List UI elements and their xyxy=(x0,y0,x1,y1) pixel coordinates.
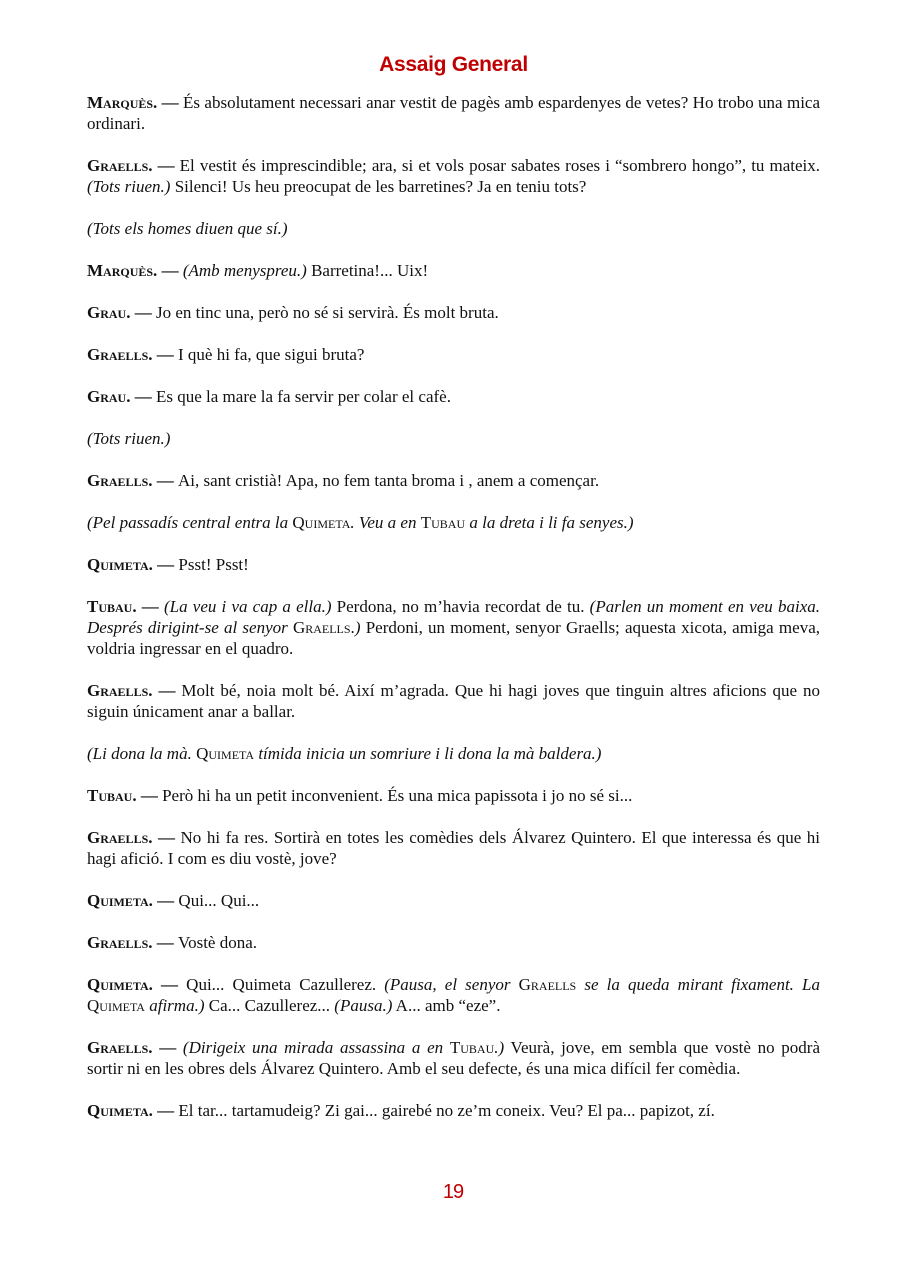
dialogue-text: Perdoni, un moment, senyor Graells; aquesta xicota, amiga meva, voldria ingressar en el quadro. xyxy=(87,618,820,658)
stage-direction: afirma.) xyxy=(144,996,205,1015)
speaker-name: Quimeta. xyxy=(87,891,153,910)
dash: — xyxy=(152,471,178,490)
speaker-name: Graells. xyxy=(87,471,153,490)
speaker-name: Quimeta. xyxy=(87,1101,153,1120)
dialogue-text: El tar... tartamudeig? Zi gai... gairebé no ze’m coneix. Veu? El pa... papizot, zí. xyxy=(178,1101,715,1120)
stage-direction: a la dreta i li fa senyes.) xyxy=(465,513,634,532)
page-content xyxy=(87,52,820,1142)
dialogue-line xyxy=(87,890,820,911)
character-name: Tubau xyxy=(449,1038,495,1057)
stage-direction-paragraph: (Tots riuen.) xyxy=(87,429,171,448)
dash: — xyxy=(152,933,178,952)
speaker-name: Graells. xyxy=(87,933,153,952)
speaker-name: Grau. xyxy=(87,303,131,322)
dialogue-line xyxy=(87,932,820,953)
stage-direction: (Pel passadís central entra la xyxy=(87,513,293,532)
dialogue-line xyxy=(87,974,820,1016)
dash: — xyxy=(152,345,178,364)
dash: — xyxy=(152,828,181,847)
dash: — xyxy=(130,387,156,406)
dialogue-line xyxy=(87,596,820,659)
dialogue-text: Es que la mare la fa servir per colar el cafè. xyxy=(155,387,451,406)
speaker-name: Grau. xyxy=(87,387,131,406)
dialogue-text: El vestit és imprescindible; ara, si et vols posar sabates roses i “sombrero hongo”, tu mateix. xyxy=(179,156,821,175)
character-name: Quimeta xyxy=(292,513,351,532)
dash: — xyxy=(136,597,164,616)
stage-direction-paragraph xyxy=(87,743,820,764)
stage-direction-paragraph xyxy=(87,512,820,533)
stage-direction: (Parlen un moment en veu baixa. Després dirigint-se al senyor xyxy=(87,597,820,637)
stage-direction: (Tots riuen.) xyxy=(87,177,171,196)
stage-direction: .) xyxy=(494,1038,505,1057)
stage-direction: (Pausa.) xyxy=(334,996,393,1015)
stage-direction: (Amb menyspreu.) xyxy=(182,261,307,280)
stage-direction: ) xyxy=(354,618,361,637)
stage-direction: (Dirigeix una mirada assassina a en xyxy=(182,1038,450,1057)
stage-direction-paragraph: (Tots els homes diuen que sí.) xyxy=(87,219,288,238)
dialogue-text: Barretina!... Uix! xyxy=(306,261,429,280)
speaker-name: Graells. xyxy=(87,156,153,175)
speaker-name: Quimeta. xyxy=(87,975,153,994)
speaker-name: Graells. xyxy=(87,1038,153,1057)
dialogue-line xyxy=(87,302,820,323)
speaker-name: Marquès. xyxy=(87,261,158,280)
speaker-name: Graells. xyxy=(87,345,153,364)
dialogue-text: Però hi ha un petit inconvenient. És una mica papissota i jo no sé si... xyxy=(162,786,633,805)
character-name: Graells xyxy=(518,975,577,994)
dash: — xyxy=(157,93,184,112)
stage-direction: tímida inicia un somriure i li dona la mà baldera.) xyxy=(254,744,602,763)
dash: — xyxy=(152,975,187,994)
dialogue-text: Psst! Psst! xyxy=(178,555,249,574)
stage-direction: se la queda mirant fixament. La xyxy=(576,975,820,994)
dialogue-line xyxy=(87,1037,820,1079)
speaker-name: Tubau. xyxy=(87,597,137,616)
dialogue-line xyxy=(87,155,820,197)
dialogue-text: No hi fa res. Sortirà en totes les comèdies dels Álvarez Quintero. El que interessa és que hi hagi afició. I com es diu vostè, jove? xyxy=(87,828,820,868)
dialogue-text: Qui... Quimeta Cazullerez. xyxy=(186,975,385,994)
dialogue-line xyxy=(87,680,820,722)
dialogue-text: Qui... Qui... xyxy=(178,891,260,910)
speaker-name: Graells. xyxy=(87,681,153,700)
dialogue-line xyxy=(87,344,820,365)
stage-direction: (La veu i va cap a ella.) xyxy=(163,597,332,616)
dialogue-text: Perdona, no m’havia recordat de tu. xyxy=(331,597,590,616)
dash: — xyxy=(152,156,180,175)
dash: — xyxy=(157,261,183,280)
character-name: Tubau xyxy=(420,513,466,532)
dialogue-line xyxy=(87,785,820,806)
dialogue-line xyxy=(87,260,820,281)
character-name: Quimeta xyxy=(196,744,255,763)
dialogue-text: Molt bé, noia molt bé. Així m’agrada. Que hi hagi joves que tinguin altres aficions que no siguin únicament anar a ballar. xyxy=(87,681,820,721)
dialogue-text: Ca... Cazullerez... xyxy=(204,996,335,1015)
dialogue-text: És absolutament necessari anar vestit de pagès amb espardenyes de vetes? Ho trobo una mica ordinari. xyxy=(87,93,821,133)
stage-direction: (Li dona la mà. xyxy=(87,744,197,763)
dialogue-text: Jo en tinc una, però no sé si servirà. És molt bruta. xyxy=(155,303,499,322)
character-name: Graells. xyxy=(292,618,355,637)
speaker-name: Marquès. xyxy=(87,93,158,112)
dash: — xyxy=(152,1101,179,1120)
dialogue-line xyxy=(87,386,820,407)
speaker-name: Quimeta. xyxy=(87,555,153,574)
speaker-name: Graells. xyxy=(87,828,153,847)
dialogue-line xyxy=(87,470,820,491)
stage-direction: (Pausa, el senyor xyxy=(384,975,519,994)
dialogue-line xyxy=(87,554,820,575)
dialogue-text: Vostè dona. xyxy=(178,933,258,952)
dialogue-text: Veurà, jove, em sembla que vostè no podrà sortir ni en les obres dels Álvarez Quintero. Amb el seu defecte, és una mica difícil fer comèdia. xyxy=(87,1038,820,1078)
character-name: Quimeta xyxy=(87,996,145,1015)
dash: — xyxy=(152,891,179,910)
stage-direction: . Veu a en xyxy=(350,513,421,532)
dialogue-text: Ai, sant cristià! Apa, no fem tanta broma i , anem a començar. xyxy=(178,471,600,490)
dialogue-text: Silenci! Us heu preocupat de les barretines? Ja en teniu tots? xyxy=(170,177,587,196)
dialogue-text: I què hi fa, que sigui bruta? xyxy=(178,345,365,364)
dash: — xyxy=(130,303,156,322)
dash: — xyxy=(152,555,179,574)
dialogue-text: A... amb “eze”. xyxy=(392,996,501,1015)
dialogue-line xyxy=(87,827,820,869)
dash: — xyxy=(152,1038,183,1057)
dialogue-line xyxy=(87,92,820,134)
dash: — xyxy=(152,681,182,700)
page-number: 19 xyxy=(442,1181,464,1203)
speaker-name: Tubau. xyxy=(87,786,137,805)
dialogue-line xyxy=(87,1100,820,1121)
page-title: Assaig General xyxy=(379,53,528,76)
dash: — xyxy=(136,786,163,805)
